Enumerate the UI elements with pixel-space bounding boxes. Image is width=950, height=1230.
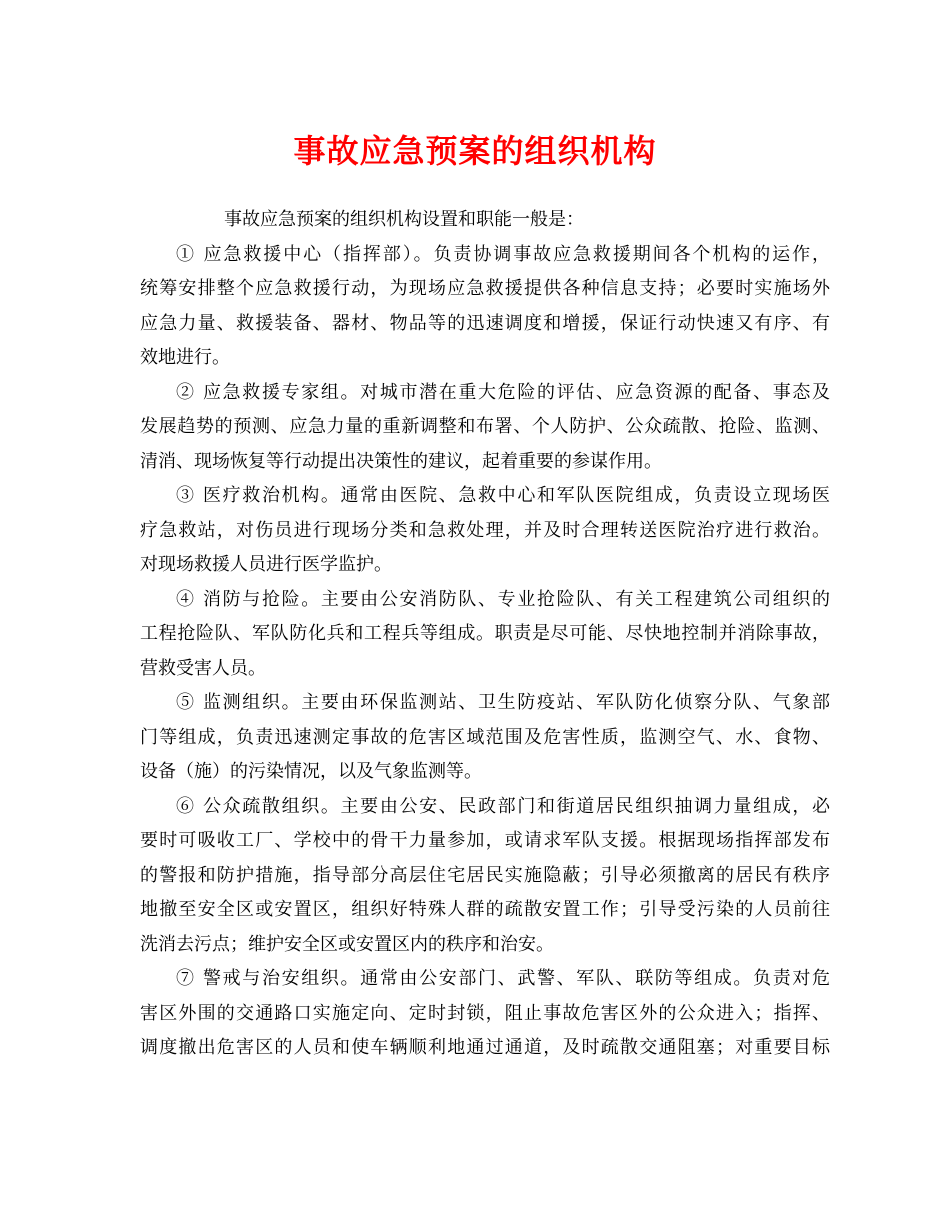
paragraph-line: ① 应急救援中心（指挥部）。负责协调事故应急救援期间各个机构的运作， [176,243,830,265]
paragraph-line: ⑥ 公众疏散组织。主要由公安、民政部门和街道居民组织抽调力量组成，必 [176,795,830,817]
paragraph-line: 害区外围的交通路口实施定向、定时封锁，阻止事故危害区外的公众进入；指挥、 [140,1002,830,1024]
paragraph-line: ⑦ 警戒与治安组织。通常由公安部门、武警、军队、联防等组成。负责对危 [176,968,830,989]
paragraph-line: 应急力量、救援装备、器材、物品等的迅速调度和增援，保证行动快速又有序、有 [140,312,830,334]
paragraph-line: 的警报和防护措施，指导部分高层住宅居民实施隐蔽；引导必须撤离的居民有秩序 [140,864,830,886]
paragraph-line: 对现场救援人员进行医学监护。 [140,554,392,575]
paragraph-line: ③ 医疗救治机构。通常由医院、急救中心和军队医院组成，负责设立现场医 [176,485,830,506]
paragraph-line: 调度撤出危害区的人员和使车辆顺利地通过通道，及时疏散交通阻塞；对重要目标 [140,1037,830,1058]
paragraph-line: ⑤ 监测组织。主要由环保监测站、卫生防疫站、军队防化侦察分队、气象部 [176,692,830,713]
paragraph-line: 要时可吸收工厂、学校中的骨干力量参加，或请求军队支援。根据现场指挥部发布 [140,830,830,851]
paragraph-line: ④ 消防与抢险。主要由公安消防队、专业抢险队、有关工程建筑公司组织的 [176,588,830,610]
paragraph-line: 疗急救站，对伤员进行现场分类和急救处理，并及时合理转送医院治疗进行救治。 [140,519,830,541]
paragraph-line: 门等组成，负责迅速测定事故的危害区域范围及危害性质，监测空气、水、食物、 [140,726,830,748]
paragraph-line: 地撤至安全区或安置区，组织好特殊人群的疏散安置工作；引导受污染的人员前往 [140,899,830,920]
intro-line: 事故应急预案的组织机构设置和职能一般是： [224,209,584,230]
paragraph-line: 洗消去污点；维护安全区或安置区内的秩序和治安。 [140,933,554,955]
document-title: 事故应急预案的组织机构 [293,132,657,170]
paragraph-line: ② 应急救援专家组。对城市潜在重大危险的评估、应急资源的配备、事态及 [176,381,830,403]
paragraph-line: 清消、现场恢复等行动提出决策性的建议，起着重要的参谋作用。 [140,450,662,472]
paragraph-line: 统筹安排整个应急救援行动，为现场应急救援提供各种信息支持；必要时实施场外 [140,278,830,299]
paragraph-line: 效地进行。 [140,347,230,368]
paragraph-line: 发展趋势的预测、应急力量的重新调整和布署、个人防护、公众疏散、抢险、监测、 [140,416,830,437]
paragraph-line: 设备（施）的污染情况，以及气象监测等。 [140,761,482,782]
paragraph-line: 营救受害人员。 [140,657,266,679]
paragraph-line: 工程抢险队、军队防化兵和工程兵等组成。职责是尽可能、尽快地控制并消除事故， [140,623,830,644]
document-body [140,203,830,1066]
